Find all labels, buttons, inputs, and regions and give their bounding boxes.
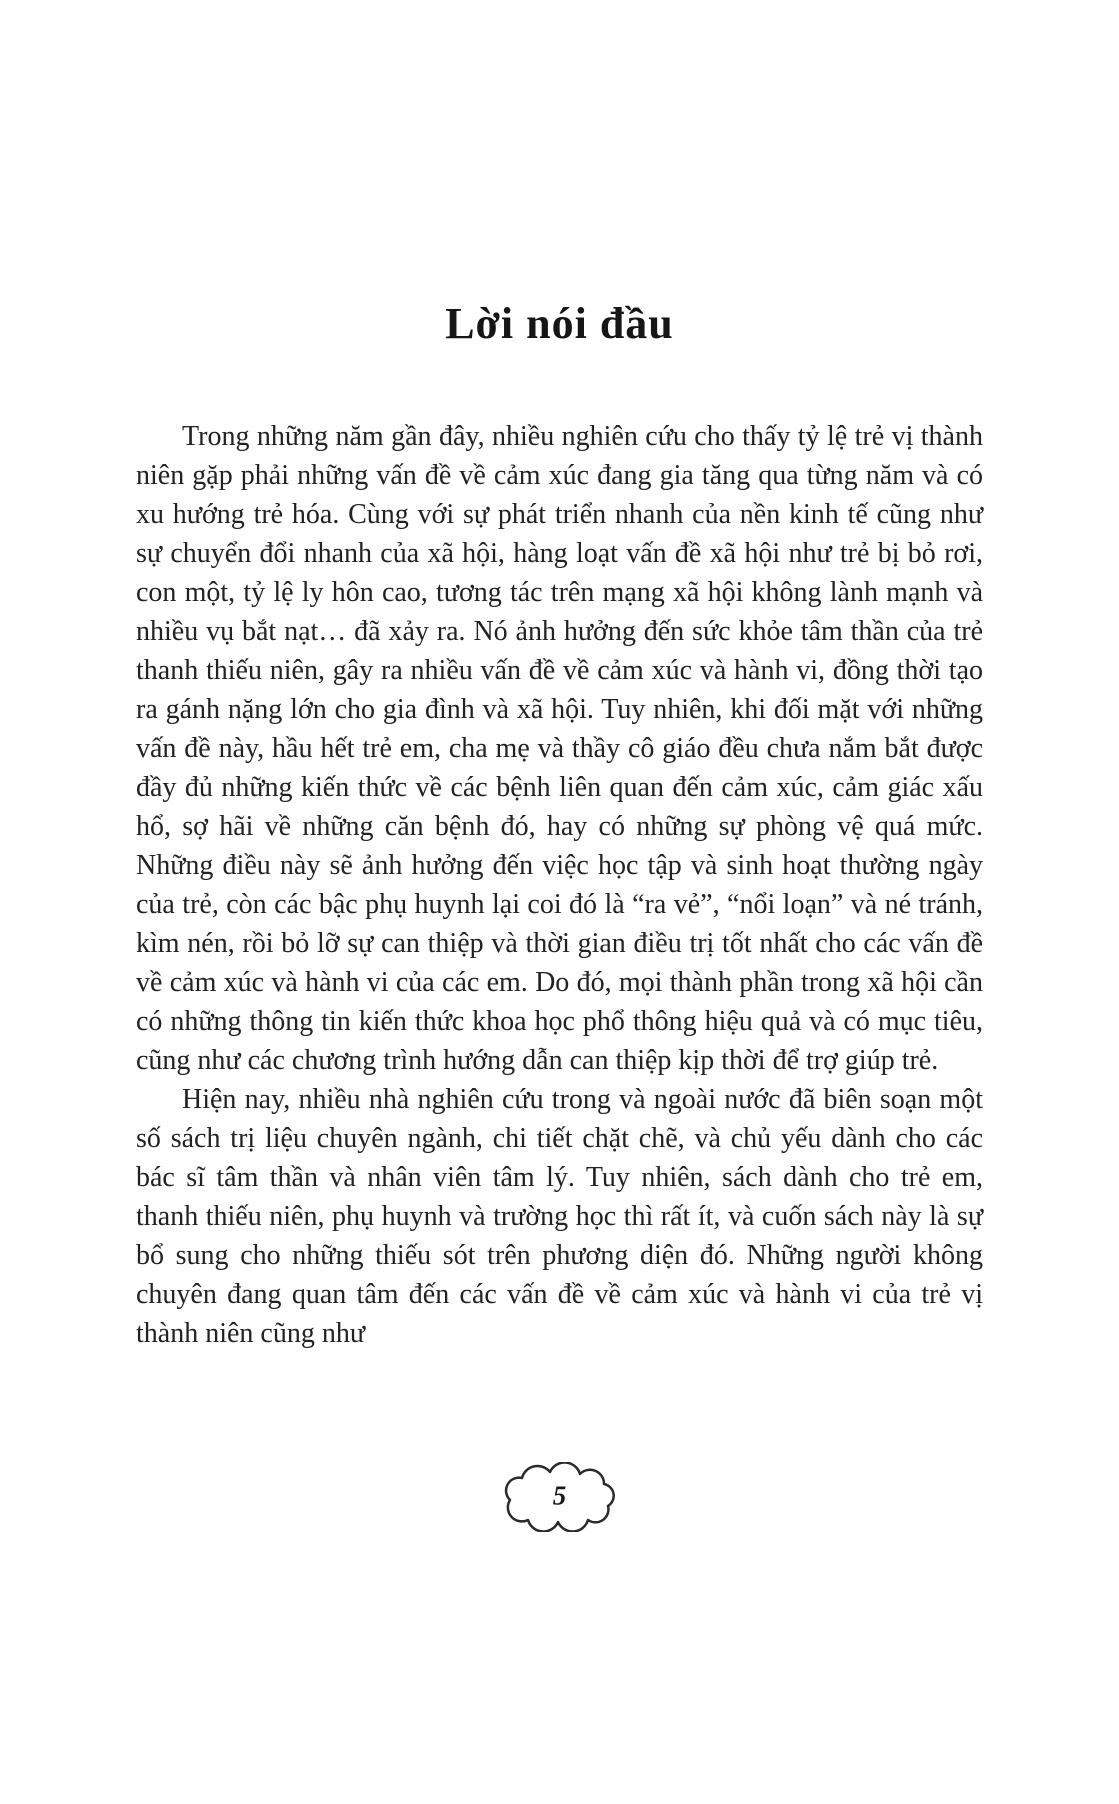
page-number-cloud-ornament: [500, 1462, 620, 1532]
page-content: [136, 298, 983, 1353]
preface-paragraph-1: Trong những năm gần đây, nhiều nghiên cứu cho thấy tỷ lệ trẻ vị thành niên gặp phải những vấn đề về cảm xúc đang gia tăng qua từng năm và có xu hướng trẻ hóa. Cùng với sự phát triển nhanh của nền kinh tế cũng như sự chuyển đổi nhanh của xã hội, hàng loạt vấn đề xã hội như trẻ bị bỏ rơi, con một, tỷ lệ ly hôn cao, tương tác trên mạng xã hội không lành mạnh và nhiều vụ bắt nạt… đã xảy ra. Nó ảnh hưởng đến sức khỏe tâm thần của trẻ thanh thiếu niên, gây ra nhiều vấn đề về cảm xúc và hành vi, đồng thời tạo ra gánh nặng lớn cho gia đình và xã hội. Tuy nhiên, khi đối mặt với những vấn đề này, hầu hết trẻ em, cha mẹ và thầy cô giáo đều chưa nắm bắt được đầy đủ những kiến thức về các bệnh liên quan đến cảm xúc, cảm giác xấu hổ, sợ hãi về những căn bệnh đó, hay có những sự phòng vệ quá mức. Những điều này sẽ ảnh hưởng đến việc học tập và sinh hoạt thường ngày của trẻ, còn các bậc phụ huynh lại coi đó là “ra vẻ”, “nổi loạn” và né tránh, kìm nén, rồi bỏ lỡ sự can thiệp và thời gian điều trị tốt nhất cho các vấn đề về cảm xúc và hành vi của các em. Do đó, mọi thành phần trong xã hội cần có những thông tin kiến thức khoa học phổ thông hiệu quả và có mục tiêu, cũng như các chương trình hướng dẫn can thiệp kịp thời để trợ giúp trẻ.: [136, 421, 983, 1076]
preface-paragraph-2: Hiện nay, nhiều nhà nghiên cứu trong và ngoài nước đã biên soạn một số sách trị liệu chuyên ngành, chi tiết chặt chẽ, và chủ yếu dành cho các bác sĩ tâm thần và nhân viên tâm lý. Tuy nhiên, sách dành cho trẻ em, thanh thiếu niên, phụ huynh và trường học thì rất ít, và cuốn sách này là sự bổ sung cho những thiếu sót trên phương diện đó. Những người không chuyên đang quan tâm đến các vấn đề về cảm xúc và hành vi của trẻ vị thành niên cũng như: [136, 1084, 983, 1349]
page-footer: [0, 1462, 1119, 1532]
page-title: Lời nói đầu: [445, 299, 674, 348]
page-number: 5: [552, 1480, 567, 1511]
